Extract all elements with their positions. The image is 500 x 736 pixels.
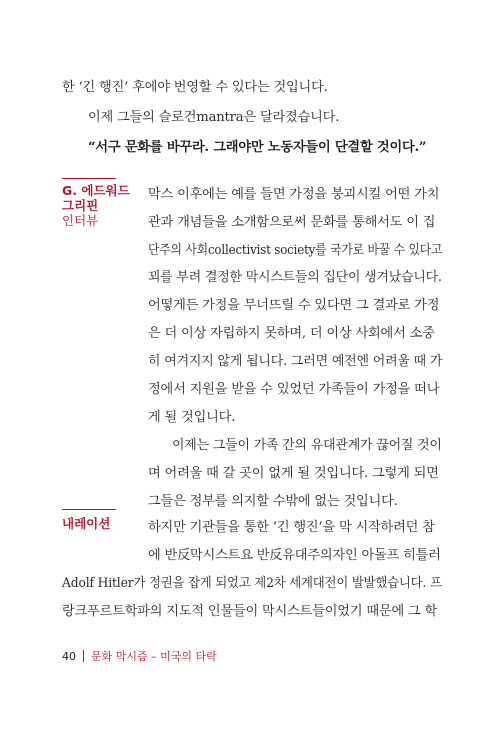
speaker-rule bbox=[62, 509, 116, 510]
speaker-rule bbox=[62, 178, 116, 179]
speaker-label-narration: 내레이션 bbox=[62, 516, 111, 531]
body-line: 그들은 정부를 의지할 수밖에 없는 것입니다. bbox=[148, 494, 398, 509]
body-line: 이제는 그들이 가족 간의 유대관계가 끊어질 것이 bbox=[172, 438, 442, 453]
body-line: 꾀를 부려 결정한 막시스트들의 집단이 생겨났습니다. bbox=[148, 270, 442, 285]
body-line: 며 어려울 때 갈 곳이 없게 될 것입니다. 그렇게 되면 bbox=[148, 466, 439, 481]
page-number: 40 bbox=[62, 649, 76, 663]
speaker-label-griffin bbox=[62, 183, 130, 228]
speaker-name: 그리핀 bbox=[62, 198, 99, 213]
intro-line: 한 ‘긴 행진’ 후에야 번영할 수 있다는 것입니다. bbox=[62, 80, 328, 95]
body-line: 어떻게든 가정을 무너뜨릴 수 있다면 그 결과로 가정 bbox=[148, 298, 440, 313]
body-line: 랑크푸르트학파의 지도적 인물들이 막시스트들이었기 때문에 그 학 bbox=[62, 604, 438, 619]
footer-divider bbox=[83, 650, 84, 662]
body-line: 하지만 기관들을 통한 ‘긴 행진’을 막 시작하려던 참 bbox=[148, 520, 435, 535]
body-line: 관과 개념들을 소개함으로써 문화를 통해서도 이 집 bbox=[148, 215, 436, 230]
page-footer bbox=[62, 649, 217, 663]
body-line: 게 될 것입니다. bbox=[148, 410, 236, 425]
speaker-name: G. 에드워드 bbox=[62, 183, 130, 198]
book-title: 문화 막시즘 – 미국의 타락 bbox=[91, 650, 217, 663]
body-line: 정에서 지원을 받을 수 있었던 가족들이 가정을 떠나 bbox=[148, 382, 440, 397]
body-line: 에 반反막시스트요 반反유대주의자인 아돌프 히틀러 bbox=[148, 548, 441, 563]
quote-line: “서구 문화를 바꾸라. 그래야만 노동자들이 단결할 것이다.” bbox=[88, 140, 427, 155]
speaker-role: 인터뷰 bbox=[62, 213, 99, 228]
body-line: 은 더 이상 자립하지 못하며, 더 이상 사회에서 소중 bbox=[148, 326, 435, 341]
intro-line: 이제 그들의 슬로건mantra은 달라졌습니다. bbox=[88, 110, 340, 125]
body-line: 히 여겨지지 않게 됩니다. 그러면 예전엔 어려울 때 가 bbox=[148, 354, 443, 369]
body-line: 막스 이후에는 예를 들면 가정을 붕괴시킬 어떤 가치 bbox=[148, 187, 440, 202]
body-line: Adolf Hitler가 정권을 잡게 되었고 제2차 세계대전이 발발했습니다. 프 bbox=[62, 576, 442, 591]
body-line: 단주의 사회collectivist society를 국가로 바꿀 수 있다고 bbox=[148, 243, 443, 258]
